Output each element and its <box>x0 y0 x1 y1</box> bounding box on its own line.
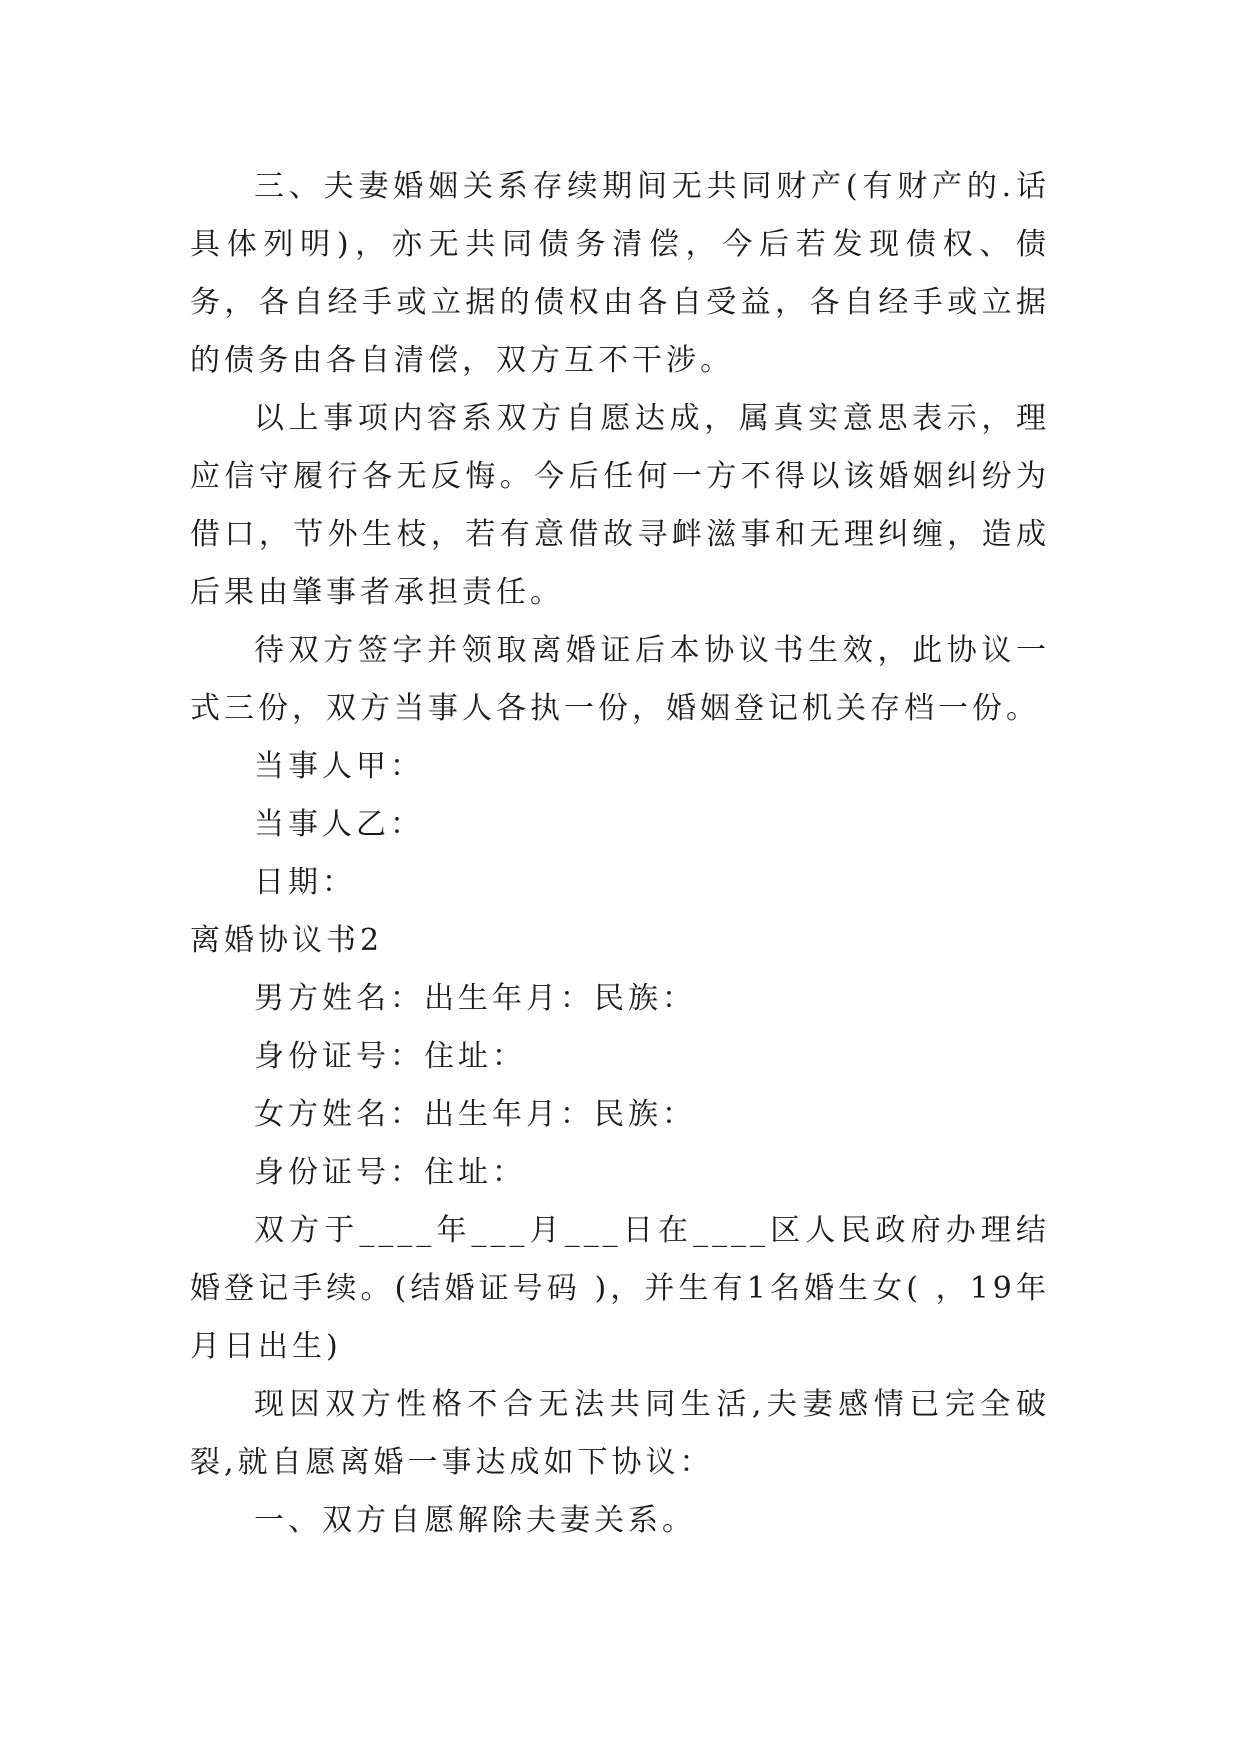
section-title: 离婚协议书2 <box>190 923 384 958</box>
paragraph-effective: 待双方签字并领取离婚证后本协议书生效，此协议一式三份，双方当事人各执一份，婚姻登记机关存档一份。 <box>190 633 1050 726</box>
party-b-label: 当事人乙： <box>254 807 424 842</box>
paragraph-voluntary: 以上事项内容系双方自愿达成，属真实意思表示，理应信守履行各无反悔。今后任何一方不得以该婚姻纠纷为借口，节外生枝，若有意借故寻衅滋事和无理纠缠，造成后果由肇事者承担责任。 <box>190 401 1050 610</box>
female-info-line: 女方姓名：出生年月：民族： <box>254 1097 696 1132</box>
paragraph-marriage: 双方于____年___月___日在____区人民政府办理结婚登记手续。(结婚证号码 )，并生有1名婚生女( ，19年月日出生) <box>190 1213 1050 1364</box>
clause-one: 一、双方自愿解除夫妻关系。 <box>254 1503 696 1538</box>
female-id-line: 身份证号：住址： <box>254 1155 526 1190</box>
paragraph-reason: 现因双方性格不合无法共同生活,夫妻感情已完全破裂,就自愿离婚一事达成如下协议： <box>190 1387 1050 1480</box>
document-page <box>190 158 1050 1550</box>
party-a-label: 当事人甲： <box>254 749 424 784</box>
male-info-line: 男方姓名：出生年月：民族： <box>254 981 696 1016</box>
male-id-line: 身份证号：住址： <box>254 1039 526 1074</box>
paragraph-assets: 三、夫妻婚姻关系存续期间无共同财产(有财产的.话具体列明)，亦无共同债务清偿，今后若发现债权、债务，各自经手或立据的债权由各自受益，各自经手或立据的债务由各自清偿，双方互不干涉。 <box>190 169 1050 378</box>
date-label: 日期： <box>254 865 356 900</box>
